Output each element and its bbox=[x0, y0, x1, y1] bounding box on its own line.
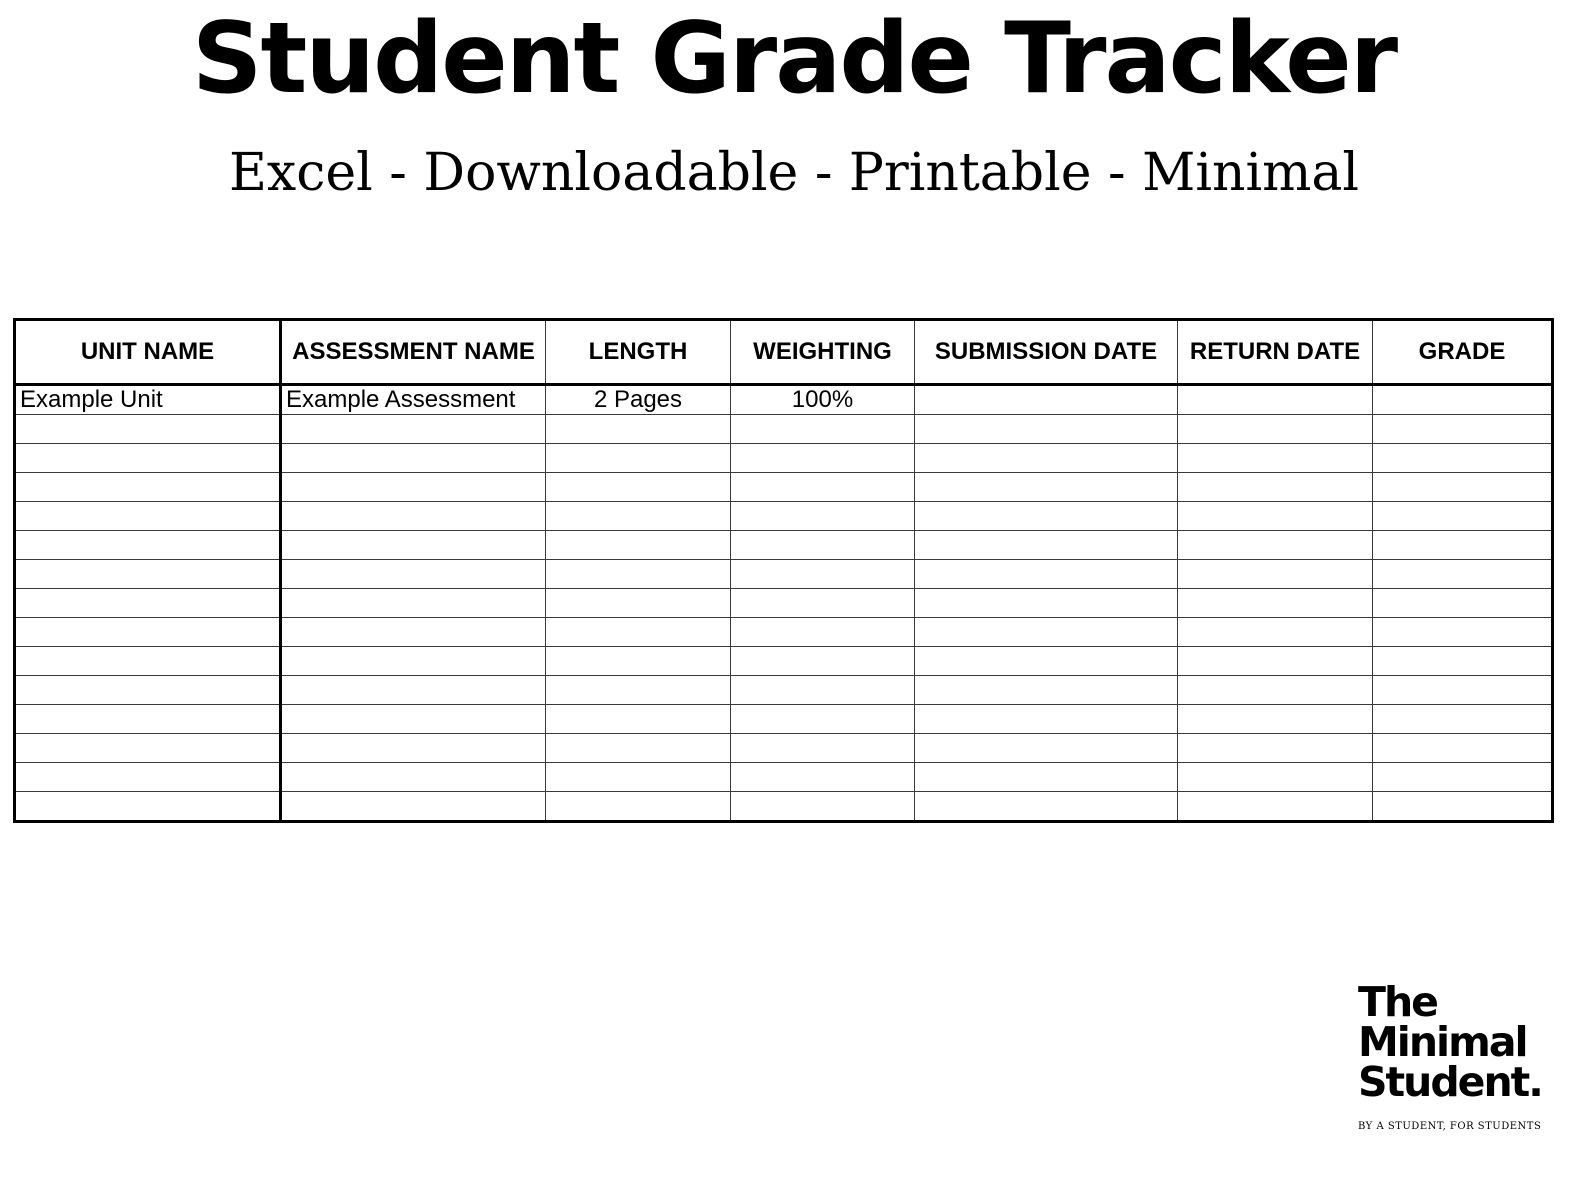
cell-grade[interactable] bbox=[1373, 705, 1553, 734]
cell-submission-date[interactable] bbox=[915, 385, 1178, 415]
cell-return-date[interactable] bbox=[1178, 473, 1373, 502]
cell-submission-date[interactable] bbox=[915, 705, 1178, 734]
cell-weighting[interactable] bbox=[731, 473, 915, 502]
logo-line: Student. bbox=[1358, 1058, 1542, 1106]
cell-grade[interactable] bbox=[1373, 763, 1553, 792]
cell-length[interactable] bbox=[546, 415, 731, 444]
cell-weighting[interactable] bbox=[731, 734, 915, 763]
cell-assessment-name[interactable] bbox=[281, 705, 546, 734]
cell-grade[interactable] bbox=[1373, 444, 1553, 473]
cell-unit-name[interactable] bbox=[15, 647, 281, 676]
table-row bbox=[15, 415, 1553, 444]
cell-weighting[interactable]: 100% bbox=[731, 385, 915, 415]
cell-submission-date[interactable] bbox=[915, 676, 1178, 705]
cell-assessment-name[interactable] bbox=[281, 792, 546, 822]
table-row bbox=[15, 734, 1553, 763]
cell-return-date[interactable] bbox=[1178, 560, 1373, 589]
cell-weighting[interactable] bbox=[731, 647, 915, 676]
cell-grade[interactable] bbox=[1373, 589, 1553, 618]
table-row bbox=[15, 705, 1553, 734]
table-row bbox=[15, 444, 1553, 473]
cell-weighting[interactable] bbox=[731, 560, 915, 589]
cell-unit-name[interactable] bbox=[15, 444, 281, 473]
cell-submission-date[interactable] bbox=[915, 473, 1178, 502]
cell-length[interactable] bbox=[546, 734, 731, 763]
cell-weighting[interactable] bbox=[731, 763, 915, 792]
cell-submission-date[interactable] bbox=[915, 531, 1178, 560]
cell-return-date[interactable] bbox=[1178, 647, 1373, 676]
cell-assessment-name[interactable]: Example Assessment bbox=[281, 385, 546, 415]
column-header-submission-date: SUBMISSION DATE bbox=[915, 320, 1178, 385]
cell-grade[interactable] bbox=[1373, 415, 1553, 444]
brand-logo bbox=[1358, 978, 1542, 1106]
cell-assessment-name[interactable] bbox=[281, 531, 546, 560]
table-row bbox=[15, 763, 1553, 792]
cell-length[interactable] bbox=[546, 705, 731, 734]
cell-grade[interactable] bbox=[1373, 647, 1553, 676]
cell-submission-date[interactable] bbox=[915, 734, 1178, 763]
cell-weighting[interactable] bbox=[731, 792, 915, 822]
cell-length[interactable] bbox=[546, 560, 731, 589]
table-row bbox=[15, 676, 1553, 705]
cell-length[interactable] bbox=[546, 502, 731, 531]
cell-submission-date[interactable] bbox=[915, 502, 1178, 531]
cell-unit-name[interactable] bbox=[15, 676, 281, 705]
cell-length[interactable] bbox=[546, 531, 731, 560]
table-row bbox=[15, 618, 1553, 647]
cell-weighting[interactable] bbox=[731, 415, 915, 444]
table-row bbox=[15, 473, 1553, 502]
table-row bbox=[15, 385, 1553, 415]
cell-unit-name[interactable] bbox=[15, 502, 281, 531]
cell-submission-date[interactable] bbox=[915, 589, 1178, 618]
cell-unit-name[interactable] bbox=[15, 618, 281, 647]
cell-length[interactable] bbox=[546, 589, 731, 618]
cell-weighting[interactable] bbox=[731, 589, 915, 618]
column-header-grade: GRADE bbox=[1373, 320, 1553, 385]
cell-grade[interactable] bbox=[1373, 531, 1553, 560]
grade-tracker-table bbox=[13, 318, 1554, 823]
cell-assessment-name[interactable] bbox=[281, 676, 546, 705]
logo-line: Minimal bbox=[1358, 1018, 1527, 1066]
cell-unit-name[interactable]: Example Unit bbox=[15, 385, 281, 415]
logo-line: The bbox=[1358, 978, 1437, 1026]
cell-return-date[interactable] bbox=[1178, 385, 1373, 415]
column-header-unit-name: UNIT NAME bbox=[15, 320, 281, 385]
cell-length[interactable] bbox=[546, 473, 731, 502]
cell-grade[interactable] bbox=[1373, 473, 1553, 502]
table-row bbox=[15, 502, 1553, 531]
table-body bbox=[15, 385, 1553, 822]
cell-submission-date[interactable] bbox=[915, 618, 1178, 647]
table-row bbox=[15, 589, 1553, 618]
cell-assessment-name[interactable] bbox=[281, 560, 546, 589]
cell-weighting[interactable] bbox=[731, 531, 915, 560]
cell-assessment-name[interactable] bbox=[281, 647, 546, 676]
cell-length[interactable] bbox=[546, 647, 731, 676]
cell-submission-date[interactable] bbox=[915, 792, 1178, 822]
cell-unit-name[interactable] bbox=[15, 560, 281, 589]
table-row bbox=[15, 531, 1553, 560]
table-row bbox=[15, 560, 1553, 589]
cell-unit-name[interactable] bbox=[15, 734, 281, 763]
cell-length[interactable]: 2 Pages bbox=[546, 385, 731, 415]
cell-weighting[interactable] bbox=[731, 502, 915, 531]
cell-weighting[interactable] bbox=[731, 705, 915, 734]
cell-return-date[interactable] bbox=[1178, 531, 1373, 560]
cell-return-date[interactable] bbox=[1178, 415, 1373, 444]
cell-length[interactable] bbox=[546, 676, 731, 705]
header-row bbox=[15, 320, 1553, 385]
cell-submission-date[interactable] bbox=[915, 560, 1178, 589]
column-header-return-date: RETURN DATE bbox=[1178, 320, 1373, 385]
cell-return-date[interactable] bbox=[1178, 705, 1373, 734]
cell-assessment-name[interactable] bbox=[281, 444, 546, 473]
cell-return-date[interactable] bbox=[1178, 676, 1373, 705]
cell-assessment-name[interactable] bbox=[281, 502, 546, 531]
column-header-assessment-name: ASSESSMENT NAME bbox=[281, 320, 546, 385]
page-title: Student Grade Tracker bbox=[191, 2, 1397, 116]
cell-grade[interactable] bbox=[1373, 734, 1553, 763]
cell-unit-name[interactable] bbox=[15, 792, 281, 822]
table-row bbox=[15, 647, 1553, 676]
cell-unit-name[interactable] bbox=[15, 763, 281, 792]
cell-return-date[interactable] bbox=[1178, 589, 1373, 618]
cell-grade[interactable] bbox=[1373, 792, 1553, 822]
column-header-length: LENGTH bbox=[546, 320, 731, 385]
cell-unit-name[interactable] bbox=[15, 415, 281, 444]
cell-length[interactable] bbox=[546, 618, 731, 647]
cell-unit-name[interactable] bbox=[15, 705, 281, 734]
cell-submission-date[interactable] bbox=[915, 763, 1178, 792]
cell-length[interactable] bbox=[546, 792, 731, 822]
cell-unit-name[interactable] bbox=[15, 531, 281, 560]
cell-return-date[interactable] bbox=[1178, 444, 1373, 473]
cell-submission-date[interactable] bbox=[915, 647, 1178, 676]
cell-grade[interactable] bbox=[1373, 385, 1553, 415]
cell-return-date[interactable] bbox=[1178, 502, 1373, 531]
cell-weighting[interactable] bbox=[731, 676, 915, 705]
cell-unit-name[interactable] bbox=[15, 589, 281, 618]
cell-return-date[interactable] bbox=[1178, 792, 1373, 822]
cell-grade[interactable] bbox=[1373, 502, 1553, 531]
cell-grade[interactable] bbox=[1373, 618, 1553, 647]
cell-assessment-name[interactable] bbox=[281, 589, 546, 618]
brand-tagline: BY A STUDENT, FOR STUDENTS bbox=[1358, 1121, 1542, 1132]
cell-assessment-name[interactable] bbox=[281, 415, 546, 444]
cell-submission-date[interactable] bbox=[915, 415, 1178, 444]
cell-assessment-name[interactable] bbox=[281, 618, 546, 647]
cell-return-date[interactable] bbox=[1178, 763, 1373, 792]
cell-length[interactable] bbox=[546, 763, 731, 792]
cell-unit-name[interactable] bbox=[15, 473, 281, 502]
cell-grade[interactable] bbox=[1373, 676, 1553, 705]
cell-weighting[interactable] bbox=[731, 444, 915, 473]
cell-weighting[interactable] bbox=[731, 618, 915, 647]
cell-return-date[interactable] bbox=[1178, 734, 1373, 763]
cell-assessment-name[interactable] bbox=[281, 734, 546, 763]
cell-assessment-name[interactable] bbox=[281, 473, 546, 502]
page-subtitle: Excel - Downloadable - Printable - Minimal bbox=[228, 143, 1360, 203]
cell-submission-date[interactable] bbox=[915, 444, 1178, 473]
column-header-weighting: WEIGHTING bbox=[731, 320, 915, 385]
cell-return-date[interactable] bbox=[1178, 618, 1373, 647]
cell-assessment-name[interactable] bbox=[281, 763, 546, 792]
cell-length[interactable] bbox=[546, 444, 731, 473]
table-row bbox=[15, 792, 1553, 822]
cell-grade[interactable] bbox=[1373, 560, 1553, 589]
